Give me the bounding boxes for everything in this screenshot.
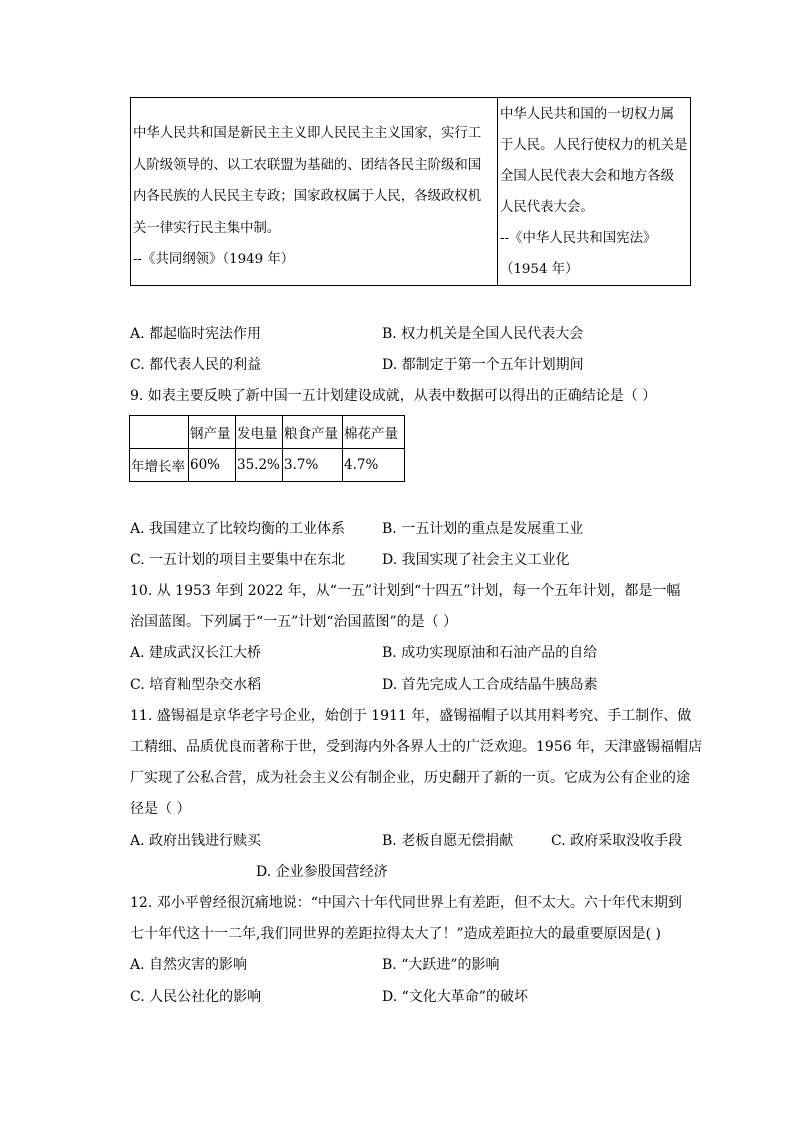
source-table bbox=[130, 97, 691, 286]
table-cell: 3.7% bbox=[283, 449, 343, 482]
source-left-line: 人阶级领导的、以工农联盟为基础的、团结各民主阶级和国 bbox=[133, 157, 482, 173]
q11-stem-line: 11. 盛锡福是京华老字号企业，始创于 1911 年，盛锡福帽子以其用料考究、手工制作、做 bbox=[130, 708, 692, 724]
q9-data-table bbox=[129, 415, 405, 482]
q8-option-d[interactable]: D. 都制定于第一个五年计划期间 bbox=[382, 357, 584, 373]
source-left-line: 内各民族的人民民主专政；国家政权属于人民，各级政权机 bbox=[133, 189, 482, 204]
table-cell: 4.7% bbox=[343, 449, 405, 482]
q11-option-a[interactable]: A. 政府出钱进行赎买 bbox=[130, 833, 262, 849]
q12-option-d[interactable]: D. “文化大革命”的破坏 bbox=[382, 989, 528, 1005]
q11-stem-line: 厂实现了公私合营，成为社会主义公有制企业，历史翻开了新的一页。它成为公有企业的途 bbox=[130, 770, 690, 786]
table-header-row bbox=[130, 416, 405, 449]
source-left-line: 关一律实行民主集中制。 bbox=[133, 220, 281, 236]
q11-stem-line: 径是（ ） bbox=[130, 801, 191, 817]
q10-option-d[interactable]: D. 首先完成人工合成结晶牛胰岛素 bbox=[382, 677, 598, 693]
source-left-line: 中华人民共和国是新民主主义即人民民主主义国家，实行工 bbox=[133, 126, 482, 141]
q12-option-b[interactable]: B. “大跃进”的影响 bbox=[382, 957, 500, 973]
source-right-cell bbox=[500, 99, 687, 285]
q10-option-b[interactable]: B. 成功实现原油和石油产品的自给 bbox=[382, 645, 598, 661]
q8-option-a[interactable]: A. 都起临时宪法作用 bbox=[130, 326, 262, 342]
q8-option-b[interactable]: B. 权力机关是全国人民代表大会 bbox=[382, 326, 584, 342]
q9-stem: 9. 如表主要反映了新中国一五计划建设成就，从表中数据可以得出的正确结论是（ ） bbox=[130, 388, 657, 404]
q12-option-c[interactable]: C. 人民公社化的影响 bbox=[130, 989, 262, 1005]
table-header-cell: 钢产量 bbox=[189, 416, 236, 449]
source-right-citation: --《中华人民共和国宪法》 bbox=[500, 231, 657, 246]
q12-stem-line: 12. 邓小平曾经很沉痛地说：“中国六十年代同世界上有差距，但不太大。六十年代末期到 bbox=[130, 895, 682, 911]
source-right-line: 中华人民共和国的一切权力属 bbox=[500, 107, 675, 122]
q11-option-b[interactable]: B. 老板自愿无偿捐献 bbox=[382, 833, 514, 849]
q9-option-a[interactable]: A. 我国建立了比较均衡的工业体系 bbox=[130, 521, 346, 537]
source-right-line: 全国人民代表大会和地方各级 bbox=[500, 169, 675, 184]
q9-option-c[interactable]: C. 一五计划的项目主要集中在东北 bbox=[130, 552, 346, 568]
q8-option-c[interactable]: C. 都代表人民的利益 bbox=[130, 357, 262, 373]
source-right-line: 人民代表大会。 bbox=[500, 200, 594, 215]
source-right-line: 于人民。人民行使权力的机关是 bbox=[500, 138, 688, 153]
q9-option-d[interactable]: D. 我国实现了社会主义工业化 bbox=[382, 552, 570, 568]
q12-stem-line: 七十年代这十一二年,我们同世界的差距拉得太大了！”造成差距拉大的最重要原因是( ) bbox=[130, 926, 661, 942]
table-header-cell: 发电量 bbox=[236, 416, 283, 449]
q11-stem-line: 工精细、品质优良而著称于世，受到海内外各界人士的广泛欢迎。1956 年，天津盛锡福帽店 bbox=[130, 739, 703, 755]
q12-option-a[interactable]: A. 自然灾害的影响 bbox=[130, 957, 248, 973]
q10-stem-line: 治国蓝图。下列属于“一五”计划“治国蓝图”的是（ ） bbox=[130, 614, 458, 630]
table-header-cell: 棉花产量 bbox=[343, 416, 405, 449]
source-left-cell bbox=[133, 118, 481, 276]
table-header-cell: 粮食产量 bbox=[283, 416, 343, 449]
q10-option-c[interactable]: C. 培育籼型杂交水稻 bbox=[130, 677, 262, 693]
table-divider bbox=[497, 98, 498, 285]
table-header-cell bbox=[130, 416, 189, 449]
table-row bbox=[130, 449, 405, 482]
source-right-year: （1954 年） bbox=[500, 262, 579, 277]
table-cell: 60% bbox=[189, 449, 236, 482]
table-cell: 35.2% bbox=[236, 449, 283, 482]
source-left-citation: --《共同纲领》（1949 年） bbox=[133, 252, 295, 267]
q10-option-a[interactable]: A. 建成武汉长江大桥 bbox=[130, 645, 262, 661]
q10-stem-line: 10. 从 1953 年到 2022 年，从“一五”计划到“十四五”计划，每一个五年计划，都是一幅 bbox=[130, 583, 681, 599]
q11-option-d[interactable]: D. 企业参股国营经济 bbox=[256, 864, 388, 880]
table-cell: 年增长率 bbox=[130, 449, 189, 482]
q11-option-c[interactable]: C. 政府采取没收手段 bbox=[551, 833, 683, 849]
q9-option-b[interactable]: B. 一五计划的重点是发展重工业 bbox=[382, 521, 584, 537]
